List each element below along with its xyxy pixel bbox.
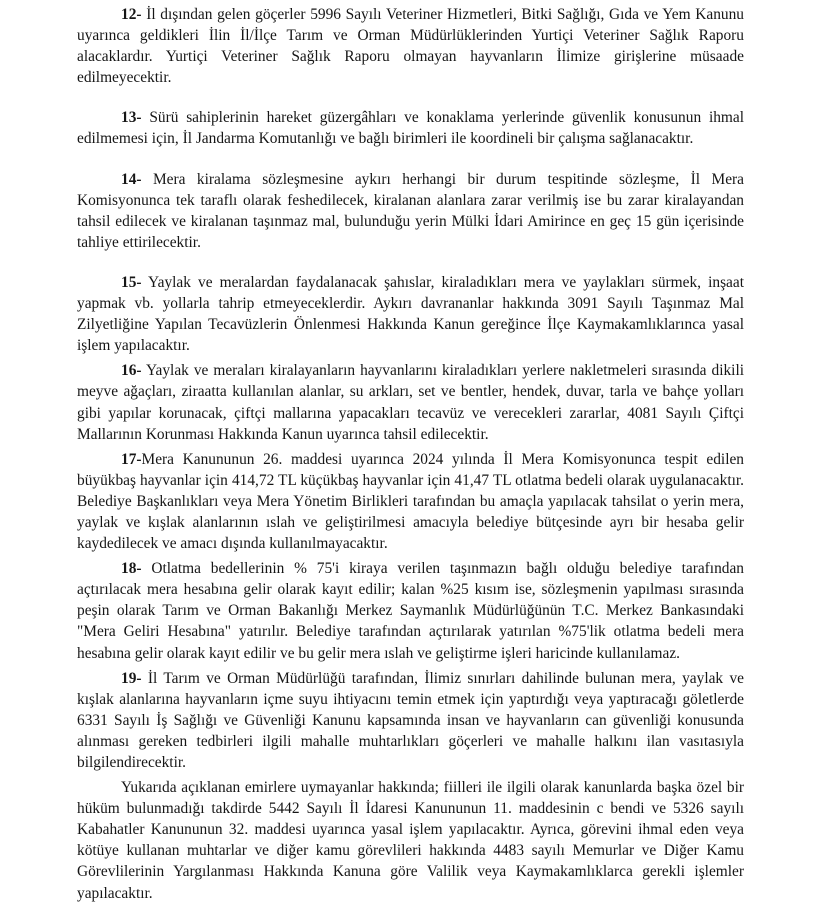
article-number: 18- (121, 560, 142, 578)
article-number: 16- (121, 362, 142, 380)
article-number: 19- (121, 669, 142, 687)
article-number: 14- (121, 170, 142, 188)
article-12 (77, 4, 744, 88)
article-text: Mera kiralama sözleşmesine aykırı herhangi bir durum tespitinde sözleşme, İl Mera Komisyonunca tek taraflı olarak feshedilecek, kiralanan alanlara zarar verilmiş ise bu zarar kiralayandan tahsil edilecek ve kiralanan taşınmaz mal, bulunduğu yerin Mülki İdari Amirince en geç 15 gün içerisinde tahliye ettirilecektir. (77, 170, 744, 251)
article-13 (77, 107, 744, 149)
article-text: İl dışından gelen göçerler 5996 Sayılı Veteriner Hizmetleri, Bitki Sağlığı, Gıda ve Yem Kanunu uyarınca geldikleri İlin İl/İlçe Tarım ve Orman Müdürlüklerinden Yurtiçi Veteriner Sağlık Raporu alacaklardır. Yurtiçi Veteriner Sağlık Raporu olmayan hayvanların İlimize girişlerine müsaade edilmeyecektir. (77, 6, 744, 87)
article-text: Mera Kanununun 26. maddesi uyarınca 2024 yılında İl Mera Komisyonunca tespit edilen büyükbaş hayvanlar için 414,72 TL küçükbaş hayvanlar için 41,47 TL otlatma bedeli olarak uygulanacaktır. Belediye Başkanlıkları veya Mera Yönetim Birlikleri tarafından bu amaçla yapılacak tahsilat o yerin mera, yaylak ve kışlak alanlarının ıslah ve geliştirilmesi amacıyla belediye bütçesinde ayrı bir hesaba gelir kaydedilecek ve amacı dışında kullanılmayacaktır. (77, 450, 744, 553)
article-17 (77, 449, 744, 554)
article-text: İl Tarım ve Orman Müdürlüğü tarafından, İlimiz sınırları dahilinde bulunan mera, yaylak ve kışlak alanlarına hayvanların içme suyu ihtiyacını temin etmek için yaptırdığı veya yaptıracağı göletlerde 6331 Sayılı İş Sağlığı ve Güvenliği Kanunu kapsamında insan ve hayvanların can güvenliği konusunda alınması gereken tedbirleri ilgili mahalle muhtarlıkları göçerleri ve mahalle halkını ilan vasıtasıyla bilgilendirecektir. (77, 669, 744, 771)
article-text: Sürü sahiplerinin hareket güzergâhları ve konaklama yerlerinde güvenlik konusunun ihmal edilmemesi için, İl Jandarma Komutanlığı ve bağlı birimleri ile koordineli bir çalışma sağlanacaktır. (77, 109, 744, 148)
article-14 (77, 169, 744, 253)
article-16 (77, 360, 744, 444)
article-number: 12- (121, 6, 142, 23)
article-number: 15- (121, 273, 142, 291)
article-18 (77, 558, 744, 663)
article-19 (77, 668, 744, 773)
article-text: Otlatma bedellerinin % 75'i kiraya verilen taşınmazın bağlı olduğu belediye tarafından açtırılacak mera hesabına gelir olarak kayıt edilir; kalan %25 kısım ise, sözleşmenin yapılması sırasında peşin olarak Tarım ve Orman Bakanlığı Merkez Saymanlık Müdürlüğünün T.C. Merkez Bankasındaki "Mera Geliri Hesabına" yatırılır. Belediye tarafından açtırılarak yatırılan %75'lik otlatma bedeli mera hesabına gelir olarak kayıt edilir ve bu gelir mera ıslah ve geliştirme işleri haricinde kullanılamaz. (77, 560, 744, 662)
article-15 (77, 272, 744, 356)
article-text: Yaylak ve meraları kiralayanların hayvanlarını kiraladıkları yerlere nakletmeleri sırasında dikili meyve ağaçları, ziraatta kullanılan alanlar, su arkları, set ve bentler, hendek, duvar, tarla ve bahçe yolları gibi yapılar korunacak, çiftçi mallarına yapacakları tecavüz ve verecekleri zararlar, 4081 Sayılı Çiftçi Mallarının Korunması Hakkında Kanun uyarınca tahsil edilecektir. (77, 362, 744, 443)
article-number: 13- (121, 109, 142, 127)
document-page (77, 4, 744, 904)
article-number: 17- (121, 450, 142, 468)
article-text: Yaylak ve meralardan faydalanacak şahıslar, kiraladıkları mera ve yaylakları sürmek, inşaat yapmak vb. yollarla tahrip etmeyeceklerdir. Aykırı davrananlar hakkında 3091 Sayılı Taşınmaz Mal Zilyetliğine Yapılan Tecavüzlerin Önlenmesi Hakkında Kanun gereğince İlçe Kaymakamlıklarınca yasal işlem yapılacaktır. (77, 273, 744, 355)
closing-paragraph: Yukarıda açıklanan emirlere uymayanlar hakkında; fiilleri ile ilgili olarak kanunlarda başka özel bir hüküm bulunmadığı takdirde 5442 Sayılı İl İdaresi Kanununun 11. maddesinin c bendi ve 5326 sayılı Kabahatler Kanununun 32. maddesi uyarınca yasal işlem yapılacaktır. Ayrıca, görevini ihmal eden veya kötüye kullanan muhtarlar ve diğer kamu görevlileri hakkında 4483 sayılı Memurlar ve Diğer Kamu Görevlilerinin Yargılanması Hakkında Kanuna göre Valilik veya Kaymakamlıklarca gerekli işlemler yapılacaktır. (77, 779, 744, 902)
